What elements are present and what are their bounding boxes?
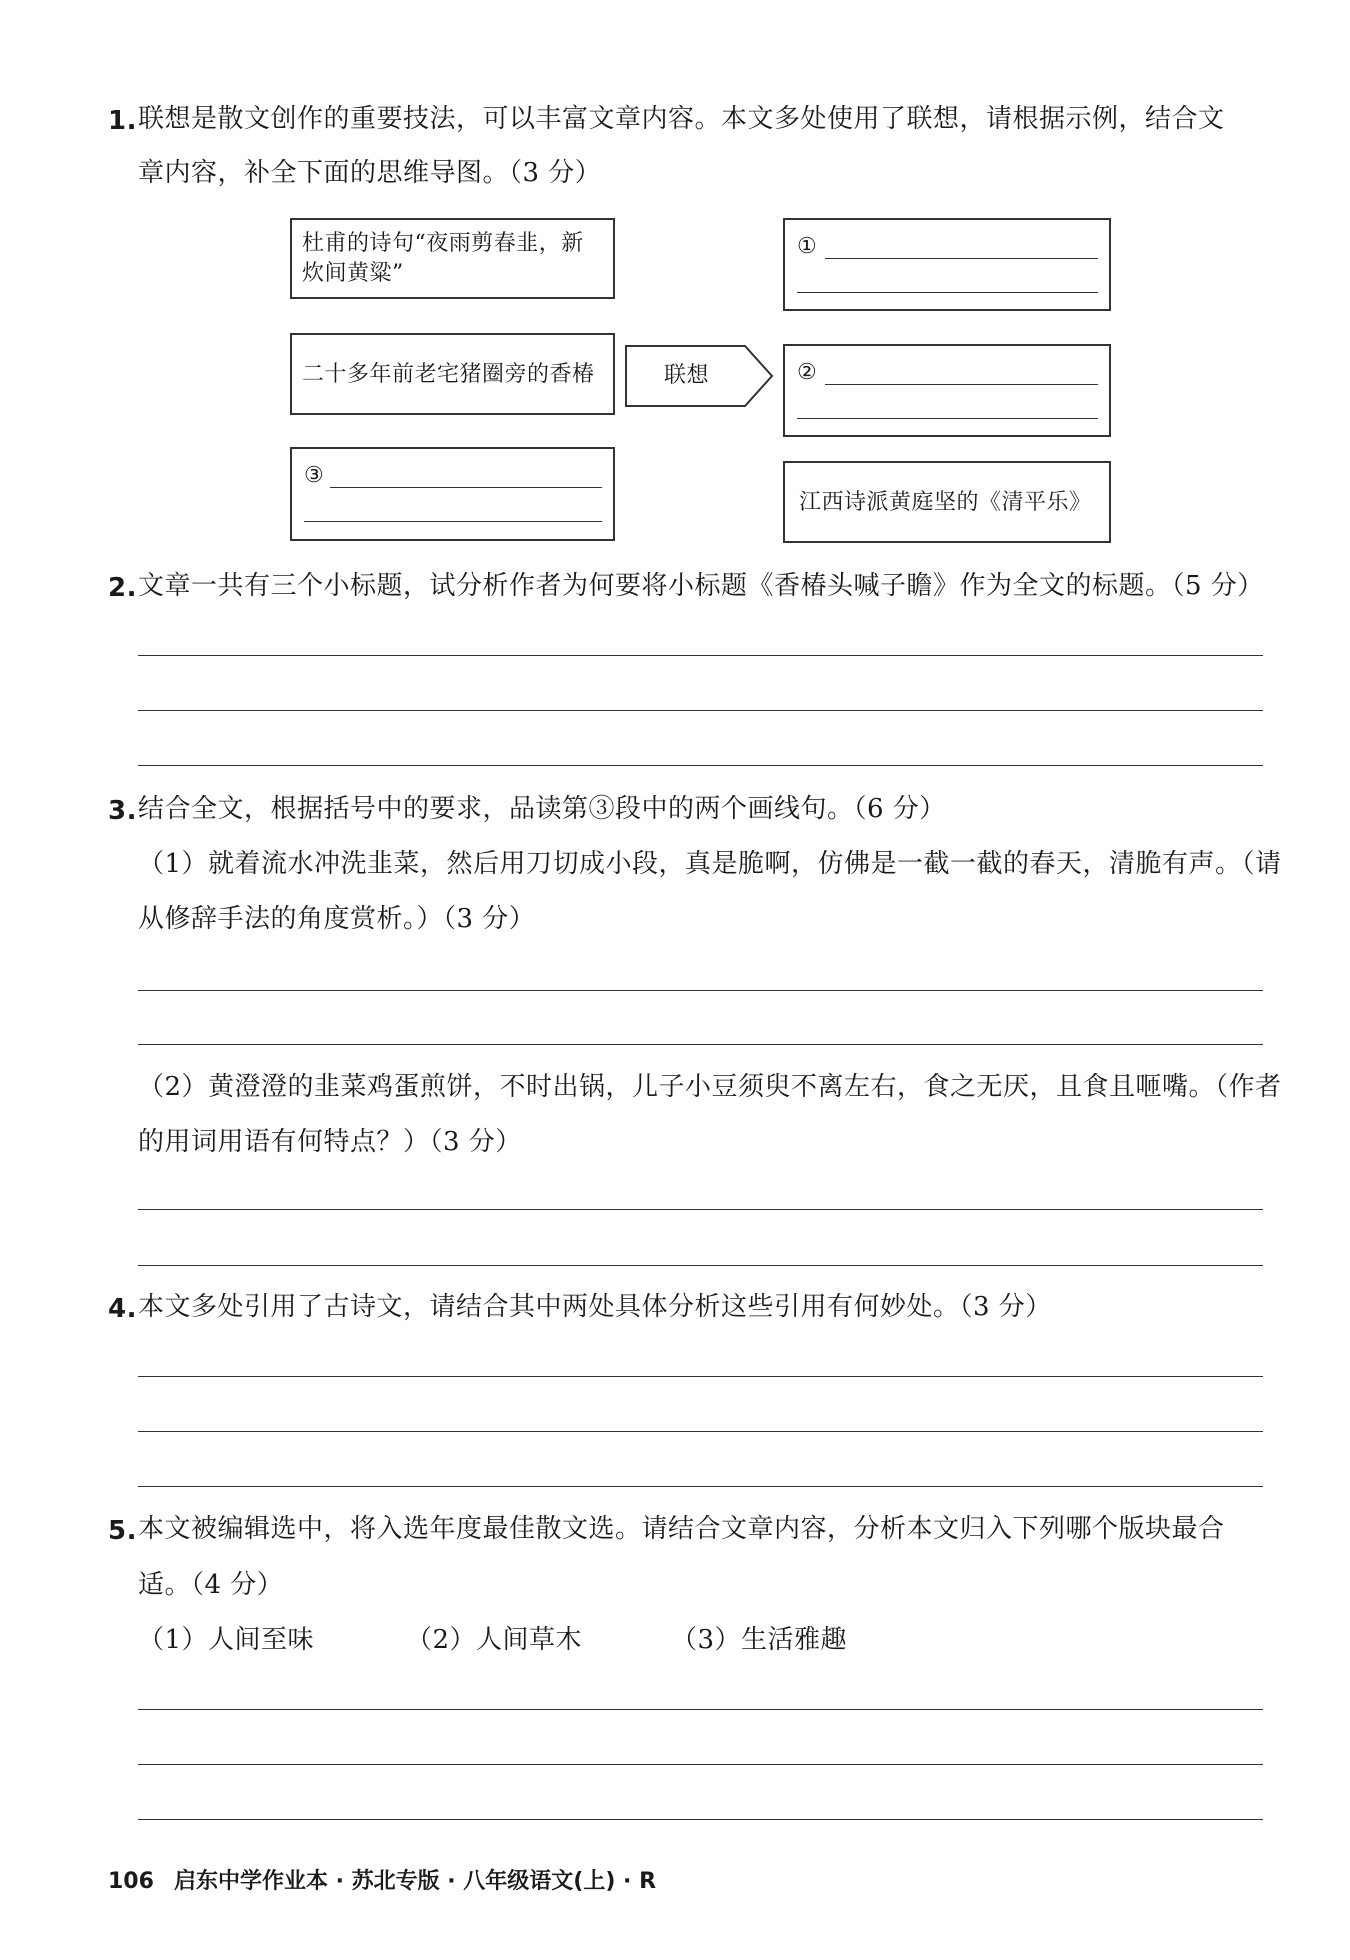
answer-line[interactable] xyxy=(138,1044,1263,1045)
page-footer xyxy=(108,1864,656,1895)
blank-3-marker: ③ xyxy=(304,463,325,488)
blank-3-line-1[interactable] xyxy=(330,487,602,488)
blank-2-line-2[interactable] xyxy=(797,418,1098,419)
question-2-text: 文章一共有三个小标题，试分析作者为何要将小标题《香椿头喊子瞻》作为全文的标题。（5 分） xyxy=(138,571,1264,601)
blank-3-line-2[interactable] xyxy=(304,521,602,522)
mind-map-left-top-line2: 炊间黄粱” xyxy=(302,261,404,286)
question-3-sub2-line2: 的用词用语有何特点？）（3 分） xyxy=(138,1127,522,1157)
mind-map-right-bottom-text: 江西诗派黄庭坚的《清平乐》 xyxy=(799,490,1092,515)
question-5-number: 5. xyxy=(108,1516,137,1546)
blank-2-marker: ② xyxy=(797,360,818,385)
answer-line[interactable] xyxy=(138,655,1263,656)
mind-map-right-middle-box[interactable] xyxy=(783,344,1111,437)
question-1-number: 1. xyxy=(108,106,137,136)
blank-2-line-1[interactable] xyxy=(825,384,1098,385)
option-3: （3）生活雅趣 xyxy=(671,1625,848,1655)
option-1: （1）人间至味 xyxy=(138,1625,315,1655)
blank-1-line-1[interactable] xyxy=(825,258,1098,259)
mind-map-left-middle-text: 二十多年前老宅猪圈旁的香椿 xyxy=(302,362,595,387)
question-2-number: 2. xyxy=(108,573,137,603)
mind-map-right-bottom-box xyxy=(783,461,1111,543)
mind-map-left-top-box xyxy=(290,218,615,299)
question-1-text-line1: 联想是散文创作的重要技法，可以丰富文章内容。本文多处使用了联想，请根据示例，结合文 xyxy=(138,104,1225,134)
answer-line[interactable] xyxy=(138,1764,1263,1765)
answer-line[interactable] xyxy=(138,990,1263,991)
question-1-text-line2: 章内容，补全下面的思维导图。（3 分） xyxy=(138,158,602,188)
option-2: （2）人间草木 xyxy=(406,1625,583,1655)
answer-line[interactable] xyxy=(138,1431,1263,1432)
question-3-text: 结合全文，根据括号中的要求，品读第③段中的两个画线句。（6 分） xyxy=(138,794,946,824)
blank-1-line-2[interactable] xyxy=(797,292,1098,293)
mind-map-left-top-line1: 杜甫的诗句“夜雨剪春韭，新 xyxy=(302,231,584,256)
answer-line[interactable] xyxy=(138,1265,1263,1266)
page-number: 106 xyxy=(108,1869,154,1894)
question-3-sub2-line1: （2）黄澄澄的韭菜鸡蛋煎饼，不时出锅，儿子小豆须臾不离左右，食之无厌，且食且咂嘴。（作者 xyxy=(138,1072,1282,1102)
question-4-text: 本文多处引用了古诗文，请结合其中两处具体分析这些引用有何妙处。（3 分） xyxy=(138,1292,1052,1322)
answer-line[interactable] xyxy=(138,1209,1263,1210)
question-3-sub1-line1: （1）就着流水冲洗韭菜，然后用刀切成小段，真是脆啊，仿佛是一截一截的春天，清脆有声。（请 xyxy=(138,849,1282,879)
mind-map-right-top-box[interactable] xyxy=(783,218,1111,311)
answer-line[interactable] xyxy=(138,1709,1263,1710)
book-title: 启东中学作业本 · 苏北专版 · 八年级语文(上) · R xyxy=(173,1869,657,1894)
mind-map-center-label: 联想 xyxy=(664,363,710,388)
blank-1-marker: ① xyxy=(797,234,818,259)
answer-line[interactable] xyxy=(138,765,1263,766)
question-3-number: 3. xyxy=(108,796,137,826)
answer-line[interactable] xyxy=(138,1819,1263,1820)
question-5-text-line2: 适。（4 分） xyxy=(138,1570,284,1600)
answer-line[interactable] xyxy=(138,1486,1263,1487)
mind-map-left-middle-box xyxy=(290,333,615,415)
mind-map-left-bottom-box[interactable] xyxy=(290,447,615,541)
answer-line[interactable] xyxy=(138,1376,1263,1377)
question-5-text-line1: 本文被编辑选中，将入选年度最佳散文选。请结合文章内容，分析本文归入下列哪个版块最合 xyxy=(138,1514,1225,1544)
question-4-number: 4. xyxy=(108,1294,137,1324)
question-3-sub1-line2: 从修辞手法的角度赏析。）（3 分） xyxy=(138,904,536,934)
answer-line[interactable] xyxy=(138,710,1263,711)
